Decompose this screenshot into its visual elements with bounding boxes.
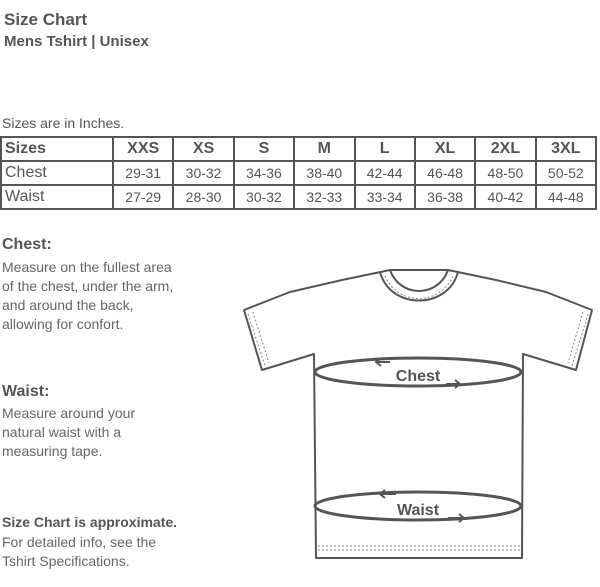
table-cell: 48-50 (475, 161, 535, 185)
table-row (1, 161, 596, 185)
waist-heading: Waist: (2, 383, 50, 400)
table-row (1, 185, 596, 209)
waist-label: Waist (396, 502, 440, 519)
table-cell: 46-48 (415, 161, 475, 185)
table-header-row (1, 137, 596, 161)
table-cell: 42-44 (355, 161, 415, 185)
table-cell: 44-48 (536, 185, 596, 209)
units-note: Sizes are in Inches. (2, 115, 125, 131)
size-column-header: 2XL (475, 137, 535, 161)
instruction-line: allowing for confort. (2, 316, 124, 332)
table-cell: 38-40 (294, 161, 354, 185)
tshirt-illustration (240, 262, 598, 562)
table-cell: 36-38 (415, 185, 475, 209)
table-cell: 30-32 (234, 185, 294, 209)
size-column-header: XS (173, 137, 233, 161)
page-subtitle: Mens Tshirt | Unisex (4, 33, 149, 50)
chest-label: Chest (395, 368, 441, 385)
disclaimer-heading: Size Chart is approximate. (2, 514, 178, 530)
table-cell: 34-36 (234, 161, 294, 185)
table-cell: 33-34 (355, 185, 415, 209)
disclaimer-line: Tshirt Specifications. (2, 553, 130, 569)
instruction-line: of the chest, under the arm, (2, 278, 174, 294)
instruction-line: measuring tape. (2, 443, 103, 459)
instruction-line: Measure on the fullest area (2, 259, 172, 275)
instruction-line: Measure around your (2, 405, 136, 421)
table-cell: 50-52 (536, 161, 596, 185)
size-column-header: S (234, 137, 294, 161)
table-cell: 28-30 (173, 185, 233, 209)
size-column-header: L (355, 137, 415, 161)
table-cell: 27-29 (113, 185, 173, 209)
instruction-line: natural waist with a (2, 424, 122, 440)
size-table (0, 136, 597, 210)
size-column-header: M (294, 137, 354, 161)
disclaimer-text (2, 533, 202, 571)
table-cell: 30-32 (173, 161, 233, 185)
table-cell: 29-31 (113, 161, 173, 185)
table-corner-label: Sizes (1, 137, 113, 161)
instruction-line: and around the back, (2, 297, 134, 313)
disclaimer-line: For detailed info, see the (2, 534, 157, 550)
page-title: Size Chart (4, 10, 88, 29)
chest-instructions (2, 258, 207, 334)
chest-heading: Chest: (2, 236, 52, 253)
size-column-header: XXS (113, 137, 173, 161)
row-label: Chest (1, 161, 113, 185)
table-cell: 40-42 (475, 185, 535, 209)
row-label: Waist (1, 185, 113, 209)
table-cell: 32-33 (294, 185, 354, 209)
waist-instructions (2, 404, 207, 461)
size-column-header: XL (415, 137, 475, 161)
size-column-header: 3XL (536, 137, 596, 161)
